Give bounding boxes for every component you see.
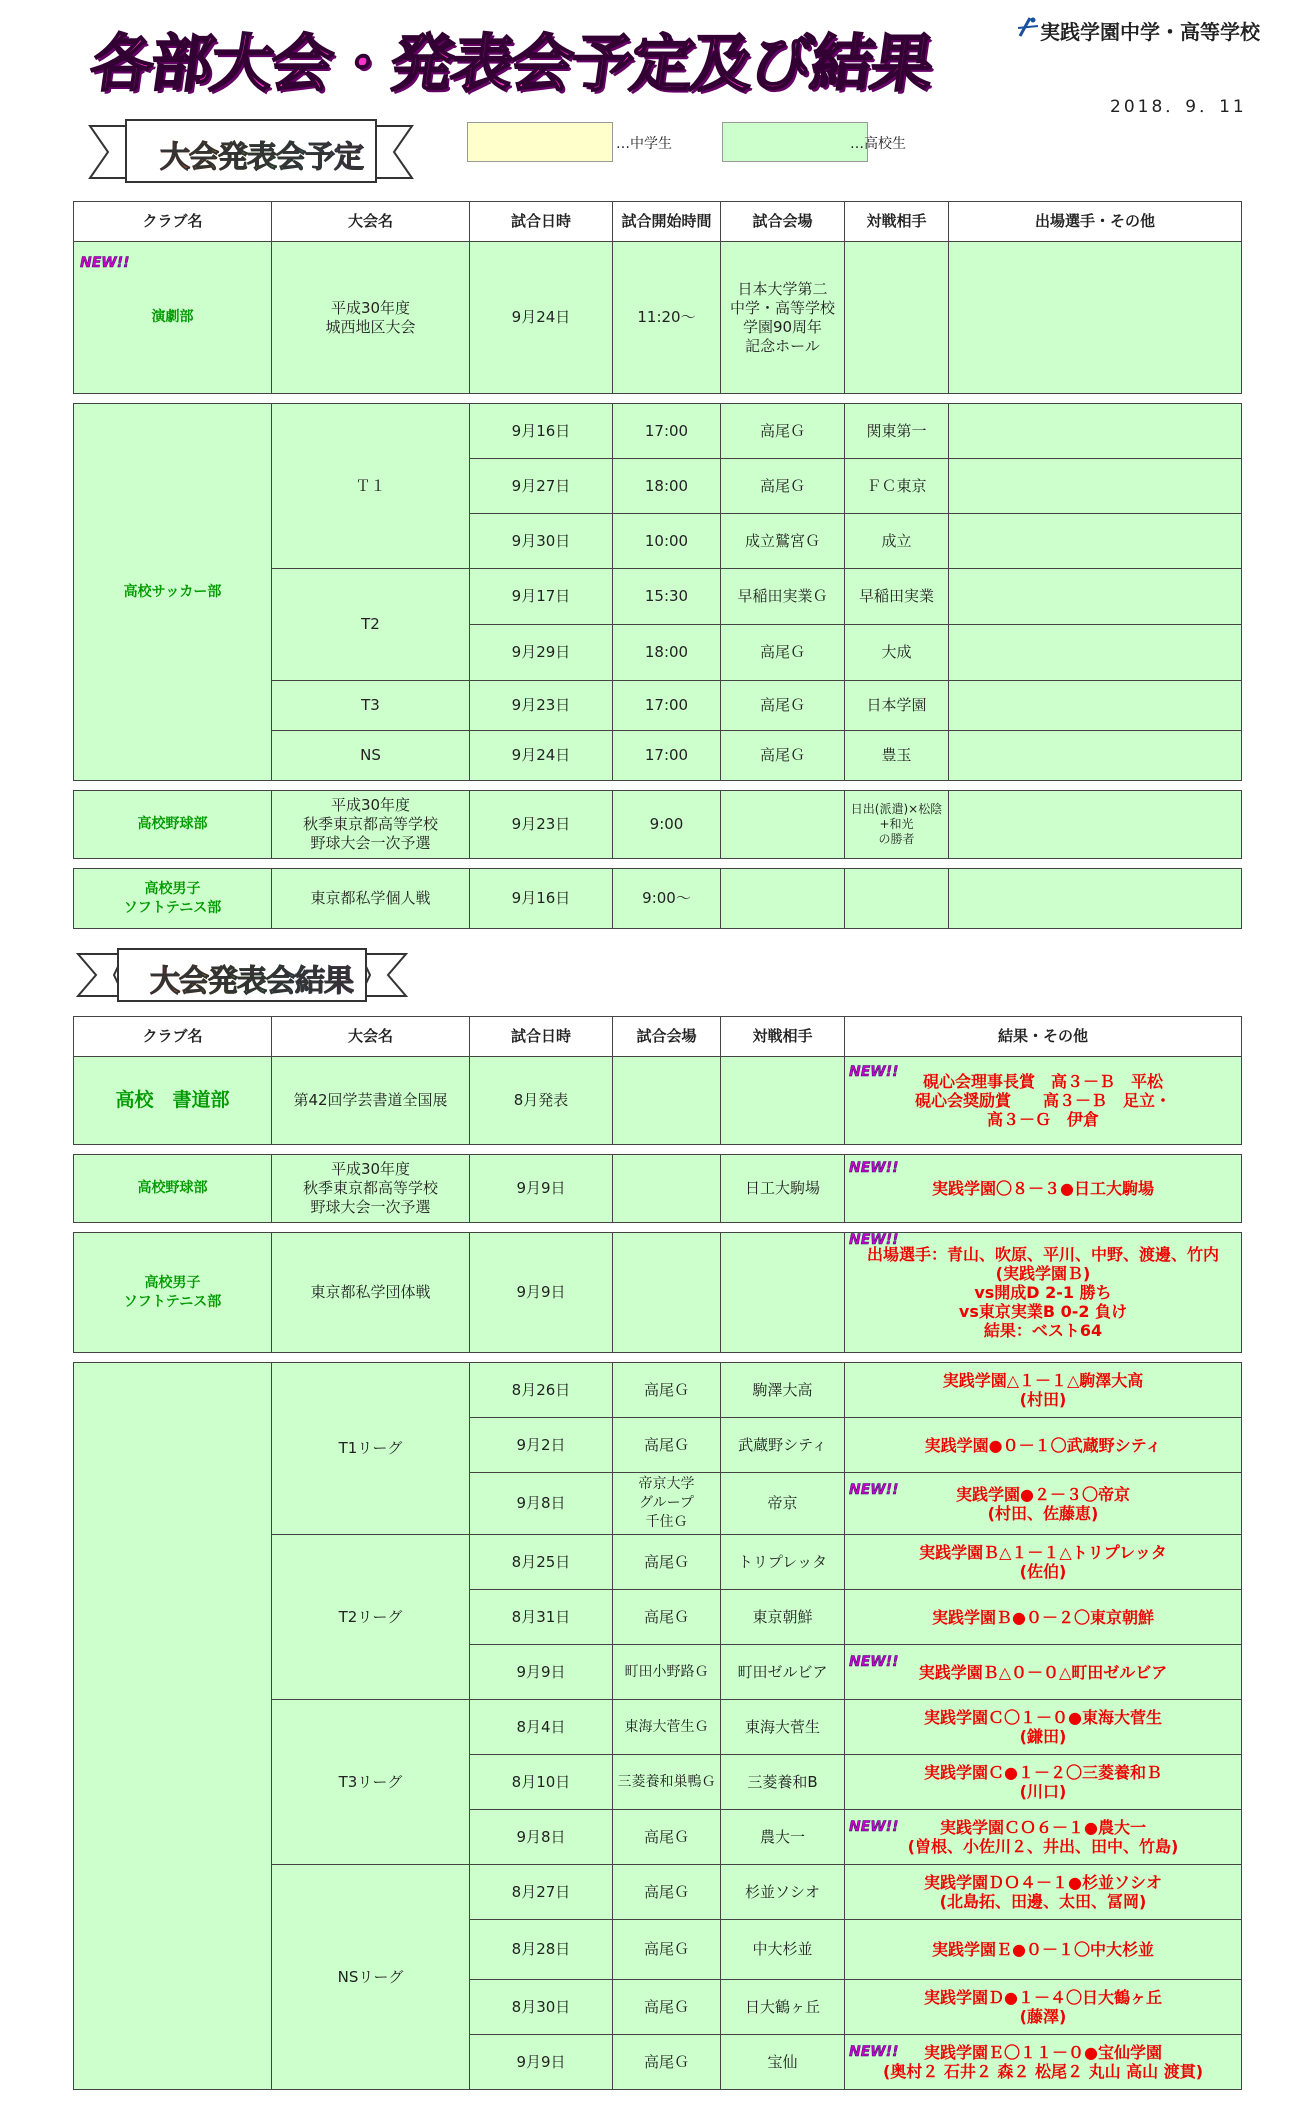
venue-cell	[613, 1057, 721, 1145]
venue-cell: 高尾Ｇ	[613, 1920, 721, 1980]
col-header-time: 試合開始時間	[613, 202, 721, 242]
result-cell: NEW!! 硯心会理事長賞 高３－Ｂ 平松 硯心会奨励賞 高３－Ｂ 足立・ 高３－Ｇ 伊倉	[845, 1057, 1242, 1145]
note-cell	[949, 869, 1242, 929]
tournament-cell: 平成30年度 秋季東京都高等学校 野球大会一次予選	[272, 791, 470, 859]
result-cell: NEW!! 出場選手：青山、吹原、平川、中野、渡邊、竹内 (実践学園Ｂ) vs開成D 2-1 勝ち vs東京実業B 0-2 負け 結果：ベスト64	[845, 1233, 1242, 1353]
date-cell: 8月発表	[470, 1057, 613, 1145]
col-header-opponent: 対戦相手	[845, 202, 949, 242]
col-header-venue: 試合会場	[613, 1017, 721, 1057]
schedule-banner: 大会発表会予定	[160, 132, 363, 176]
group-cell: T2リーグ	[272, 1535, 470, 1700]
date-cell: 9月16日	[470, 869, 613, 929]
table-row	[74, 791, 1242, 859]
date-cell: 9月9日	[470, 1645, 613, 1700]
opponent-cell: 中大杉並	[721, 1920, 845, 1980]
table-row	[74, 1057, 1242, 1145]
opponent-cell: 駒澤大高	[721, 1363, 845, 1418]
opponent-cell	[845, 869, 949, 929]
venue-cell: 高尾Ｇ	[613, 1418, 721, 1473]
new-badge: NEW!!	[849, 1232, 899, 1248]
date-cell: 9月17日	[470, 569, 613, 625]
date-cell: 8月27日	[470, 1865, 613, 1920]
time-cell: 17:00	[613, 404, 721, 459]
opponent-cell: 杉並ソシオ	[721, 1865, 845, 1920]
tournament-cell: 東京都私学団体戦	[272, 1233, 470, 1353]
venue-cell: 早稲田実業Ｇ	[721, 569, 845, 625]
venue-cell: 三菱養和巣鴨Ｇ	[613, 1755, 721, 1810]
venue-cell	[721, 791, 845, 859]
date-cell: 9月24日	[470, 242, 613, 394]
results-banner: 大会発表会結果	[150, 956, 353, 1000]
note-cell	[949, 791, 1242, 859]
group-cell: T3リーグ	[272, 1700, 470, 1865]
tournament-cell: 第42回学芸書道全国展	[272, 1057, 470, 1145]
col-header-tournament: 大会名	[272, 1017, 470, 1057]
time-cell: 9:00	[613, 791, 721, 859]
venue-cell: 高尾Ｇ	[721, 404, 845, 459]
group-cell: Ｔ１	[272, 404, 470, 569]
table-row	[74, 404, 1242, 459]
note-cell	[949, 681, 1242, 731]
result-cell: 実践学園ＤＯ４－１●杉並ソシオ (北島拓、田邊、太田、冨岡)	[845, 1865, 1242, 1920]
opponent-cell: ＦＣ東京	[845, 459, 949, 514]
soccer-results-body	[74, 1363, 1242, 2090]
legend-label-junior: …中学生	[616, 136, 672, 152]
opponent-cell: 農大一	[721, 1810, 845, 1865]
date-cell: 9月23日	[470, 681, 613, 731]
venue-cell: 高尾Ｇ	[613, 1980, 721, 2035]
tournament-cell: 平成30年度 秋季東京都高等学校 野球大会一次予選	[272, 1155, 470, 1223]
tournament-cell: 東京都私学個人戦	[272, 869, 470, 929]
time-cell: 17:00	[613, 731, 721, 781]
opponent-cell: 日工大駒場	[721, 1155, 845, 1223]
col-header-date: 試合日時	[470, 202, 613, 242]
venue-cell: 町田小野路Ｇ	[613, 1645, 721, 1700]
opponent-cell: 日出(派遣)×松陰 +和光 の勝者	[845, 791, 949, 859]
col-header-result: 結果・その他	[845, 1017, 1242, 1057]
opponent-cell: 東海大菅生	[721, 1700, 845, 1755]
result-cell: 実践学園Ｃ〇１－０●東海大菅生 (鎌田)	[845, 1700, 1242, 1755]
result-cell: NEW!! 実践学園●２－３〇帝京 (村田、佐藤恵)	[845, 1473, 1242, 1535]
new-badge: NEW!!	[849, 1482, 899, 1498]
result-cell: NEW!! 実践学園〇８－３●日工大駒場	[845, 1155, 1242, 1223]
col-header-tournament: 大会名	[272, 202, 470, 242]
col-header-club: クラブ名	[74, 202, 272, 242]
col-header-club: クラブ名	[74, 1017, 272, 1057]
new-badge: NEW!!	[849, 1819, 899, 1835]
date-cell: 9月16日	[470, 404, 613, 459]
time-cell: 15:30	[613, 569, 721, 625]
result-cell: NEW!! 実践学園ＣＯ６－１●農大一 (曽根、小佐川２、井出、田中、竹島)	[845, 1810, 1242, 1865]
legend-label-high: …高校生	[850, 136, 906, 152]
time-cell: 18:00	[613, 459, 721, 514]
result-cell: 実践学園Ｂ△１－１△トリプレッタ (佐伯)	[845, 1535, 1242, 1590]
col-header-date: 試合日時	[470, 1017, 613, 1057]
schedule-table	[73, 201, 1242, 929]
date-cell: 9月2日	[470, 1418, 613, 1473]
note-cell	[949, 404, 1242, 459]
venue-cell: 高尾Ｇ	[613, 2035, 721, 2090]
club-cell	[74, 1363, 272, 2090]
venue-cell: 高尾Ｇ	[613, 1363, 721, 1418]
tournament-cell: 平成30年度 城西地区大会	[272, 242, 470, 394]
col-header-note: 出場選手・その他	[949, 202, 1242, 242]
legend-swatch-high	[722, 122, 868, 162]
new-badge: NEW!!	[849, 1064, 899, 1080]
opponent-cell: 大成	[845, 625, 949, 681]
results-table	[73, 1016, 1242, 2090]
club-cell: 高校男子 ソフトテニス部	[74, 1233, 272, 1353]
time-cell: 9:00～	[613, 869, 721, 929]
update-date: 2018．9．11	[1110, 97, 1247, 117]
date-cell: 8月26日	[470, 1363, 613, 1418]
result-cell: NEW!! 実践学園Ｂ△０－０△町田ゼルビア	[845, 1645, 1242, 1700]
group-cell: NS	[272, 731, 470, 781]
table-row	[74, 1233, 1242, 1353]
new-badge: NEW!!	[80, 255, 130, 271]
date-cell: 9月9日	[470, 1155, 613, 1223]
time-cell: 18:00	[613, 625, 721, 681]
venue-cell: 東海大菅生Ｇ	[613, 1700, 721, 1755]
opponent-cell: 日大鶴ヶ丘	[721, 1980, 845, 2035]
table-row	[74, 869, 1242, 929]
venue-cell: 高尾Ｇ	[721, 681, 845, 731]
col-header-opponent: 対戦相手	[721, 1017, 845, 1057]
venue-cell: 高尾Ｇ	[613, 1865, 721, 1920]
date-cell: 9月9日	[470, 1233, 613, 1353]
venue-cell: 成立鷲宮Ｇ	[721, 514, 845, 569]
date-cell: 8月25日	[470, 1535, 613, 1590]
opponent-cell: 関東第一	[845, 404, 949, 459]
date-cell: 8月4日	[470, 1700, 613, 1755]
date-cell: 9月8日	[470, 1810, 613, 1865]
opponent-cell: 早稲田実業	[845, 569, 949, 625]
opponent-cell: 東京朝鮮	[721, 1590, 845, 1645]
date-cell: 9月23日	[470, 791, 613, 859]
club-cell: 高校野球部	[74, 1155, 272, 1223]
group-cell: T2	[272, 569, 470, 681]
time-cell: 17:00	[613, 681, 721, 731]
date-cell: 9月9日	[470, 2035, 613, 2090]
time-cell: 10:00	[613, 514, 721, 569]
date-cell: 8月31日	[470, 1590, 613, 1645]
venue-cell: 日本大学第二 中学・高等学校 学園90周年 記念ホール	[721, 242, 845, 394]
club-cell: 高校 書道部	[74, 1057, 272, 1145]
school-logo-icon	[1016, 14, 1040, 40]
venue-cell: 帝京大学 グループ 千住Ｇ	[613, 1473, 721, 1535]
opponent-cell: 三菱養和B	[721, 1755, 845, 1810]
venue-cell	[613, 1233, 721, 1353]
club-cell: 高校サッカー部	[74, 404, 272, 781]
opponent-cell: 帝京	[721, 1473, 845, 1535]
new-badge: NEW!!	[849, 1160, 899, 1176]
result-cell: NEW!! 実践学園Ｅ〇１１－０●宝仙学園 (奥村２ 石井２ 森２ 松尾２ 丸山 高山 渡貫)	[845, 2035, 1242, 2090]
opponent-cell: 豊玉	[845, 731, 949, 781]
note-cell	[949, 459, 1242, 514]
new-badge: NEW!!	[849, 2044, 899, 2060]
date-cell: 9月29日	[470, 625, 613, 681]
school-name: 実践学園中学・高等学校	[1040, 20, 1260, 44]
opponent-cell	[721, 1057, 845, 1145]
opponent-cell: 宝仙	[721, 2035, 845, 2090]
result-cell: 実践学園Ｂ●０－２〇東京朝鮮	[845, 1590, 1242, 1645]
date-cell: 8月30日	[470, 1980, 613, 2035]
legend-swatch-junior	[467, 122, 613, 162]
note-cell	[949, 242, 1242, 394]
opponent-cell	[845, 242, 949, 394]
date-cell: 9月27日	[470, 459, 613, 514]
table-row	[74, 242, 1242, 394]
table-row	[74, 1363, 1242, 1418]
result-cell: 実践学園Ｄ●１－４〇日大鶴ヶ丘 (藤澤)	[845, 1980, 1242, 2035]
venue-cell: 高尾Ｇ	[721, 731, 845, 781]
opponent-cell: 成立	[845, 514, 949, 569]
venue-cell: 高尾Ｇ	[613, 1810, 721, 1865]
venue-cell: 高尾Ｇ	[721, 459, 845, 514]
venue-cell: 高尾Ｇ	[721, 625, 845, 681]
group-cell: NSリーグ	[272, 1865, 470, 2090]
note-cell	[949, 731, 1242, 781]
venue-cell	[721, 869, 845, 929]
club-cell: 高校野球部	[74, 791, 272, 859]
new-badge: NEW!!	[849, 1654, 899, 1670]
result-cell: 実践学園●０－１〇武蔵野シティ	[845, 1418, 1242, 1473]
opponent-cell: 町田ゼルビア	[721, 1645, 845, 1700]
date-cell: 9月30日	[470, 514, 613, 569]
opponent-cell: 武蔵野シティ	[721, 1418, 845, 1473]
note-cell	[949, 514, 1242, 569]
result-cell: 実践学園△１－１△駒澤大高 (村田)	[845, 1363, 1242, 1418]
note-cell	[949, 569, 1242, 625]
time-cell: 11:20～	[613, 242, 721, 394]
note-cell	[949, 625, 1242, 681]
result-cell: 実践学園Ｃ●１－２〇三菱養和Ｂ (川口)	[845, 1755, 1242, 1810]
date-cell: 8月10日	[470, 1755, 613, 1810]
page-title: 各部大会・発表会予定及び結果	[86, 27, 937, 100]
col-header-venue: 試合会場	[721, 202, 845, 242]
opponent-cell	[721, 1233, 845, 1353]
result-cell: 実践学園Ｅ●０－１〇中大杉並	[845, 1920, 1242, 1980]
venue-cell: 高尾Ｇ	[613, 1590, 721, 1645]
club-name: 演劇部	[151, 309, 194, 325]
date-cell: 9月24日	[470, 731, 613, 781]
group-cell: T3	[272, 681, 470, 731]
club-cell	[74, 242, 272, 394]
venue-cell: 高尾Ｇ	[613, 1535, 721, 1590]
opponent-cell: トリプレッタ	[721, 1535, 845, 1590]
venue-cell	[613, 1155, 721, 1223]
date-cell: 9月8日	[470, 1473, 613, 1535]
group-cell: T1リーグ	[272, 1363, 470, 1535]
table-row	[74, 1155, 1242, 1223]
date-cell: 8月28日	[470, 1920, 613, 1980]
club-cell: 高校男子 ソフトテニス部	[74, 869, 272, 929]
opponent-cell: 日本学園	[845, 681, 949, 731]
